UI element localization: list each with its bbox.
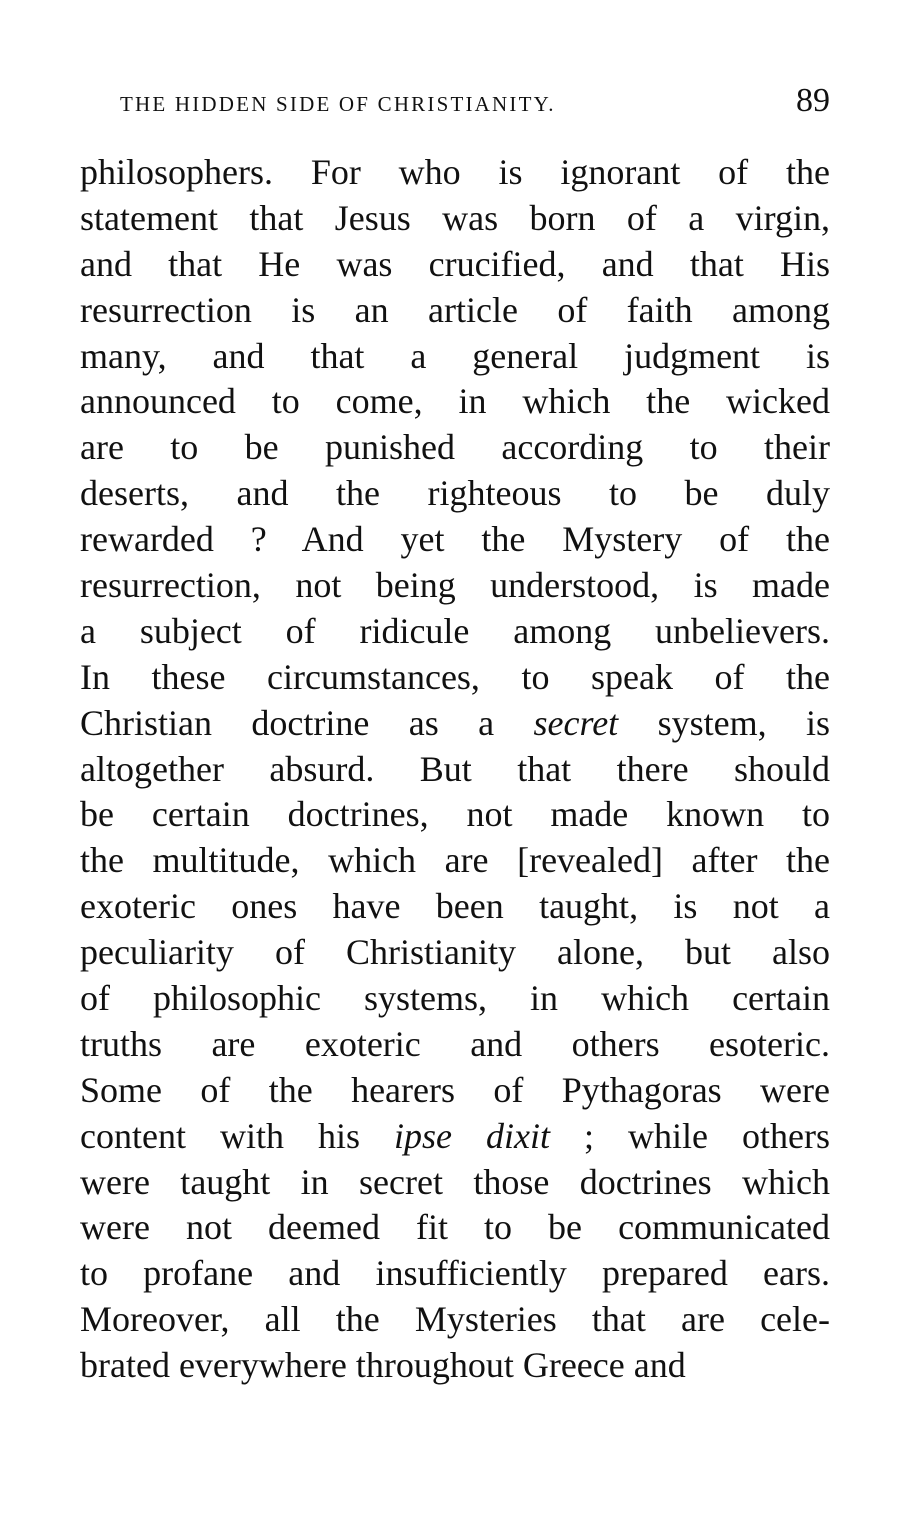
text-segment: of philosophic systems, in which certain (80, 978, 830, 1019)
text-line (80, 1343, 830, 1389)
italic-term: secret (533, 702, 619, 743)
text-segment: ; while others (550, 1115, 830, 1156)
text-line (80, 976, 830, 1022)
text-line (80, 747, 830, 793)
text-segment: statement that Jesus was born of a virgin, (80, 197, 830, 238)
text-segment: announced to come, in which the wicked (80, 381, 830, 422)
text-line (80, 150, 830, 196)
text-line (80, 196, 830, 242)
text-line (80, 563, 830, 609)
text-segment: system, is (618, 702, 830, 743)
text-segment: deserts, and the righteous to be duly (80, 473, 830, 514)
text-segment: resurrection is an article of faith among (80, 289, 830, 330)
text-line (80, 334, 830, 380)
text-segment: exoteric ones have been taught, is not a (80, 886, 830, 927)
italic-term: ipse dixit (394, 1115, 550, 1156)
text-segment: philosophers. For who is ignorant of the (80, 152, 830, 192)
body-text (80, 150, 830, 1389)
text-segment: rewarded ? And yet the Mystery of the (80, 519, 830, 560)
text-segment: Some of the hearers of Pythagoras were (80, 1069, 830, 1110)
running-header (80, 84, 830, 124)
text-line (80, 288, 830, 334)
text-line (80, 471, 830, 517)
text-line (80, 609, 830, 655)
running-title: THE HIDDEN SIDE OF CHRISTIANITY. (120, 92, 556, 116)
text-line (80, 1022, 830, 1068)
text-line (80, 1251, 830, 1297)
text-line (80, 1068, 830, 1114)
text-line (80, 379, 830, 425)
text-segment: altogether absurd. But that there should (80, 748, 830, 789)
text-line (80, 425, 830, 471)
text-segment: and that He was crucified, and that His (80, 243, 830, 284)
page-number: 89 (796, 82, 830, 119)
text-segment: were taught in secret those doctrines which (80, 1161, 830, 1202)
text-line (80, 838, 830, 884)
text-line (80, 701, 830, 747)
text-segment: many, and that a general judgment is (80, 335, 830, 376)
text-line (80, 884, 830, 930)
text-segment: truths are exoteric and others esoteric. (80, 1023, 830, 1064)
text-line (80, 242, 830, 288)
text-line (80, 1114, 830, 1160)
text-segment: Christian doctrine as a (80, 702, 534, 743)
text-segment: be certain doctrines, not made known to (80, 794, 830, 835)
text-segment: content with his (80, 1115, 395, 1156)
text-line (80, 1297, 830, 1343)
text-line (80, 1205, 830, 1251)
text-segment: the multitude, which are [revealed] after the (80, 840, 830, 881)
text-segment: resurrection, not being understood, is made (80, 565, 830, 606)
text-segment: were not deemed fit to be communicated (80, 1207, 830, 1248)
text-segment: brated everywhere throughout Greece and (80, 1345, 686, 1386)
text-line (80, 792, 830, 838)
text-segment: to profane and insufficiently prepared ears. (80, 1253, 830, 1294)
text-line (80, 1160, 830, 1206)
text-segment: In these circumstances, to speak of the (80, 656, 830, 697)
text-line (80, 930, 830, 976)
text-segment: are to be punished according to their (80, 427, 830, 468)
text-segment: Moreover, all the Mysteries that are cele- (80, 1299, 830, 1340)
text-line (80, 655, 830, 701)
text-segment: a subject of ridicule among unbelievers. (80, 610, 830, 651)
text-segment: peculiarity of Christianity alone, but also (80, 932, 830, 973)
text-line (80, 517, 830, 563)
